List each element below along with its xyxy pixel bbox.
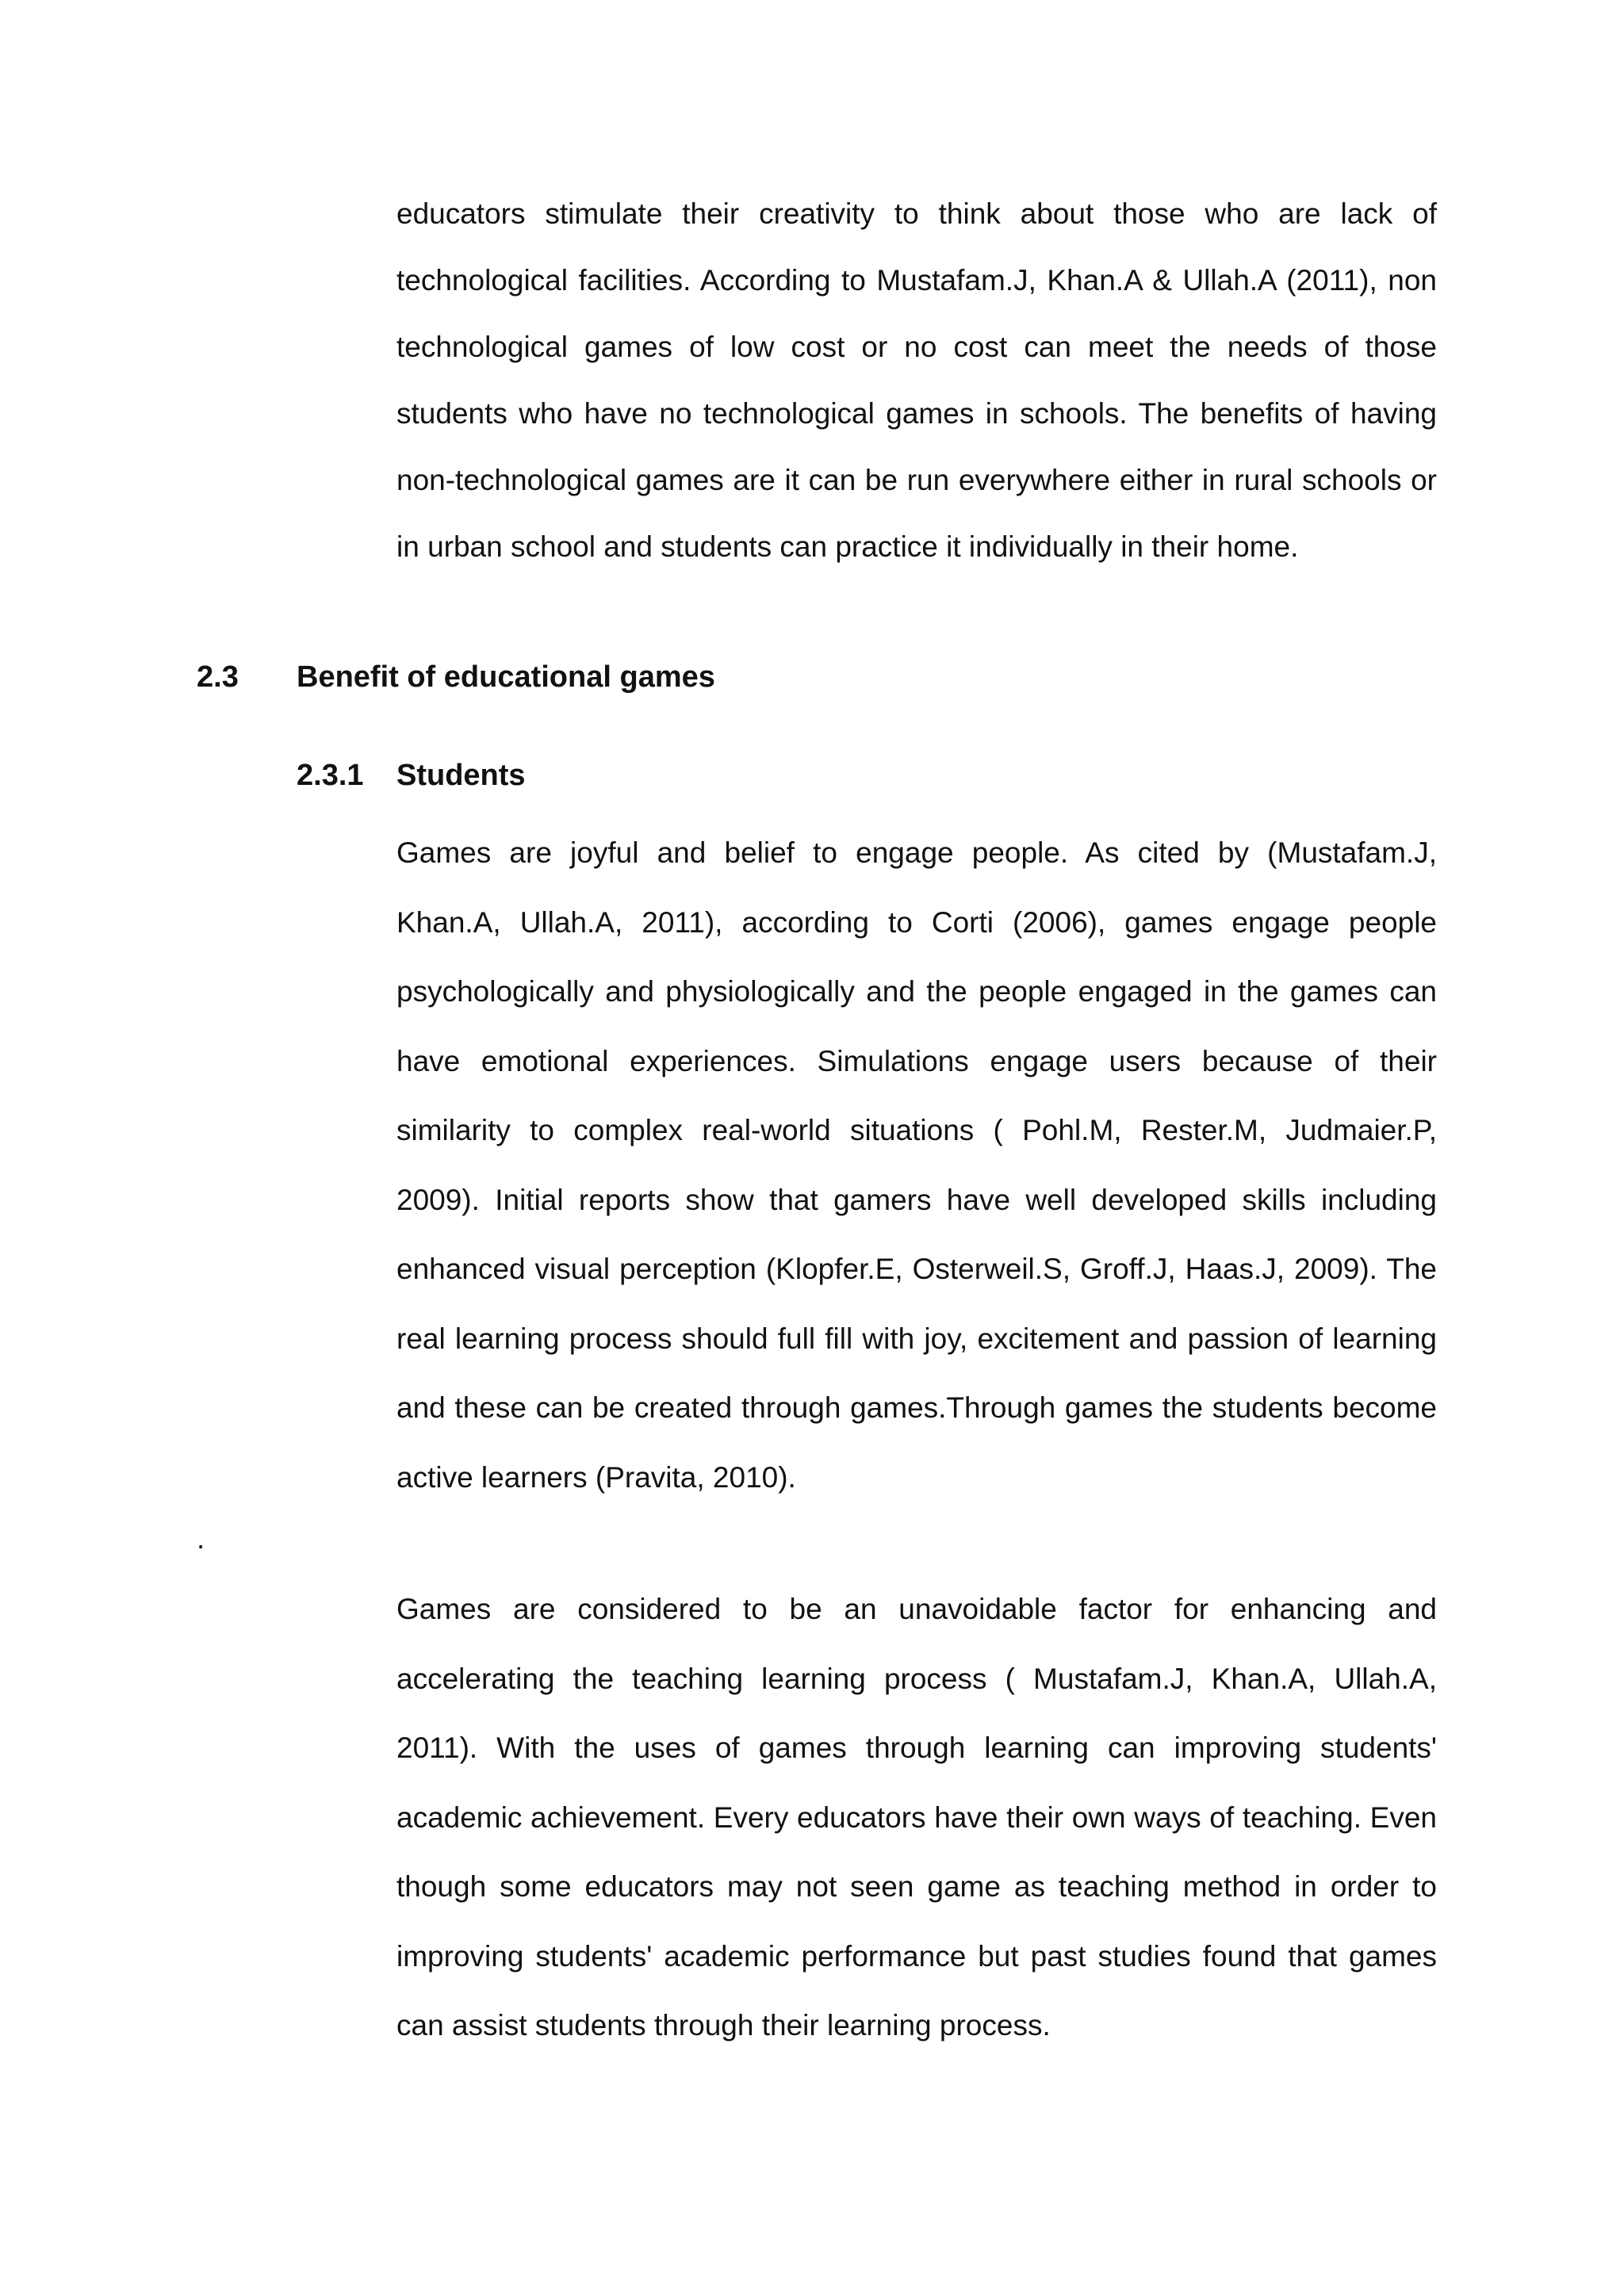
subsection-title: Students	[396, 759, 526, 792]
students-paragraph-1: Games are joyful and belief to engage people. As cited by (Mustafam.J, Khan.A, Ullah.A, 2011), according to Corti (2006), games engage people psychologically and physiologically and the people engaged in the games can have emotional experiences. Simulations engage users because of their similarity to complex real-world situations ( Pohl.M, Rester.M, Judmaier.P, 2009). Initial reports show that gamers have well developed skills including enhanced visual perception (Klopfer.E, Osterweil.S, Groff.J, Haas.J, 2009). The real learning process should full fill with joy, excitement and passion of learning and these can be created through games.Through games the students become active learners (Pravita, 2010).	[396, 836, 1437, 1494]
students-paragraph-2: Games are considered to be an unavoidable factor for enhancing and accelerating the teaching learning process ( Mustafam.J, Khan.A, Ullah.A, 2011). With the uses of games through learning can improving students' academic achievement. Every educators have their own ways of teaching. Even though some educators may not seen game as teaching method in order to improving students' academic performance but past studies found that games can assist students through their learning process.	[396, 1593, 1437, 2042]
section-title: Benefit of educational games	[297, 660, 715, 694]
section-number: 2.3	[197, 660, 239, 694]
intro-paragraph: educators stimulate their creativity to think about those who are lack of technological facilities. According to Mustafam.J, Khan.A & Ullah.A (2011), non technological games of low cost or no cost can meet the needs of those students who have no technological games in schools. The benefits of having non-technological games are it can be run everywhere either in rural schools or in urban school and students can practice it individually in their home.	[396, 197, 1437, 563]
subsection-number: 2.3.1	[297, 759, 364, 792]
stray-dot: .	[197, 1522, 205, 1555]
